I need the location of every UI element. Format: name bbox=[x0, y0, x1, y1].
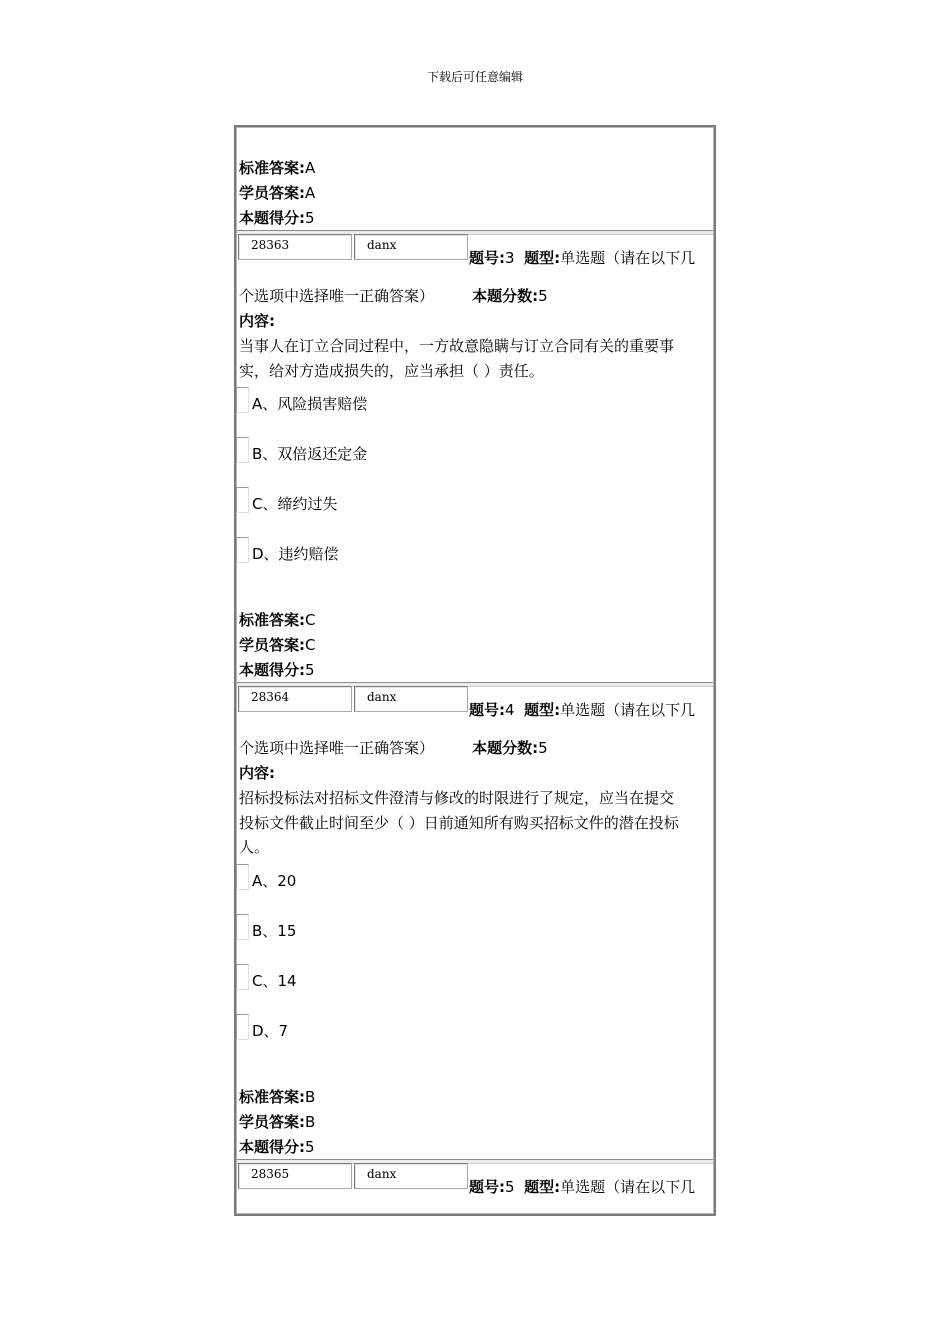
radio-option[interactable] bbox=[236, 487, 249, 513]
radio-option[interactable] bbox=[236, 387, 249, 413]
question-type-cont: 个选项中选择唯一正确答案） 本题分数:5 bbox=[239, 287, 548, 305]
radio-option[interactable] bbox=[236, 864, 249, 890]
question-id-field[interactable]: 28364 bbox=[238, 686, 352, 712]
radio-option[interactable] bbox=[236, 914, 249, 940]
question-id-field[interactable]: 28365 bbox=[238, 1163, 352, 1189]
stu-answer-row: 学员答案:C bbox=[239, 636, 316, 654]
score-got-row: 本题得分:5 bbox=[239, 1138, 315, 1156]
question-code-field[interactable]: danx bbox=[354, 234, 468, 260]
std-answer-row: 标准答案:A bbox=[239, 159, 316, 177]
question-code-field[interactable]: danx bbox=[354, 686, 468, 712]
radio-option[interactable] bbox=[236, 437, 249, 463]
stu-answer-row: 学员答案:B bbox=[239, 1113, 316, 1131]
question-type-cont: 个选项中选择唯一正确答案） 本题分数:5 bbox=[239, 739, 548, 757]
question-id-field[interactable]: 28363 bbox=[238, 234, 352, 260]
radio-option[interactable] bbox=[236, 537, 249, 563]
header-note: 下载后可任意编辑 bbox=[426, 70, 523, 84]
radio-option[interactable] bbox=[236, 1014, 249, 1040]
question-content: 招标投标法对招标文件澄清与修改的时限进行了规定，应当在提交 bbox=[239, 789, 675, 807]
std-answer-row: 标准答案:C bbox=[239, 611, 316, 629]
content-label: 内容: bbox=[239, 764, 275, 782]
question-header: 题号:4 题型:单选题（请在以下几 bbox=[469, 701, 696, 719]
question-header: 题号:5 题型:单选题（请在以下几 bbox=[469, 1178, 696, 1196]
score-got-row: 本题得分:5 bbox=[239, 661, 315, 679]
question-code-field[interactable]: danx bbox=[354, 1163, 468, 1189]
question-header: 题号:3 题型:单选题（请在以下几 bbox=[469, 249, 696, 267]
score-got-row: 本题得分:5 bbox=[239, 209, 315, 227]
std-answer-row: 标准答案:B bbox=[239, 1088, 316, 1106]
question-content: 人。 bbox=[239, 838, 270, 856]
question-list-frame: 标准答案:A 学员答案:A 本题得分:5 28363 danx 题号:3 题型:单选题（请在以下几 个选项中选择唯一正确答案） 本题分数:5 内容: 当事人在订立合同过程中，一方故意隐瞒与订立合同有关的重要事 实，给对方造成损失的，应当承担（ ）责任。 A、风险损害赔偿 B、双倍返还定金 C、缔约过失 D、违约赔偿 标准答案:C 学员答案:C 本题得分:5 28364 danx 题号:4 题型:单选题（请在以下几 个选项中选择唯一正确答案） 本题分数:5 内容: 招标投标法对招标文件澄清与修改的时限进行了规定，应当在提交 投标文件截止时间至少（ ）日前通知所有购买招标文件的潜在投标 人。 A、20 B、15 C、14 D、7 标准答案:B 学员答案:B 本题得分:5 28365 danx 题号:5 题型:单选题（请在以下几 bbox=[234, 125, 716, 1216]
radio-option[interactable] bbox=[236, 964, 249, 990]
question-content: 投标文件截止时间至少（ ）日前通知所有购买招标文件的潜在投标 bbox=[239, 814, 679, 832]
content-label: 内容: bbox=[239, 312, 275, 330]
question-content: 当事人在订立合同过程中，一方故意隐瞒与订立合同有关的重要事 bbox=[239, 337, 675, 355]
question-content: 实，给对方造成损失的，应当承担（ ）责任。 bbox=[239, 362, 544, 380]
stu-answer-row: 学员答案:A bbox=[239, 184, 316, 202]
